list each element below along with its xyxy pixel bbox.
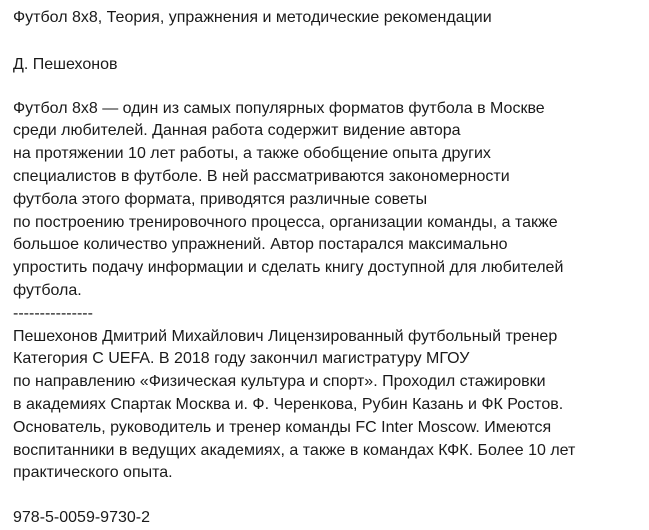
- book-description: [13, 98, 645, 303]
- description-line: на протяжении 10 лет работы, а также обобщение опыта других: [13, 145, 491, 163]
- bio-line: воспитанники в ведущих академиях, а также в командах КФК. Более 10 лет: [13, 441, 576, 459]
- isbn: 978-5-0059-9730-2: [13, 509, 150, 527]
- bio-line: по направлению «Физическая культура и спорт». Проходил стажировки: [13, 373, 546, 391]
- bio-line: в академиях Спартак Москва и. Ф. Черенкова, Рубин Казань и ФК Ростов.: [13, 395, 564, 413]
- author-bio: [13, 326, 645, 486]
- document-body: [13, 0, 645, 530]
- description-line: большое количество упражнений. Автор постарался максимально: [13, 236, 508, 254]
- description-line: специалистов в футболе. В ней рассматриваются закономерности: [13, 167, 510, 185]
- bio-line: практического опыта.: [13, 464, 173, 482]
- book-title: Футбол 8х8, Теория, упражнения и методические рекомендации: [13, 9, 492, 26]
- bio-line: Категория C UEFA. В 2018 году закончил магистратуру МГОУ: [13, 350, 470, 368]
- section-separator: ---------------: [13, 304, 93, 322]
- book-author: Д. Пешехонов: [13, 55, 118, 73]
- description-line: футбола этого формата, приводятся различные советы: [13, 190, 428, 208]
- bio-line: Основатель, руководитель и тренер команды FC Inter Moscow. Имеются: [13, 418, 552, 436]
- description-line: по построению тренировочного процесса, организации команды, а также: [13, 213, 558, 231]
- description-line: Футбол 8х8 — один из самых популярных форматов футбола в Москве: [13, 99, 545, 117]
- description-line: упростить подачу информации и сделать книгу доступной для любителей: [13, 259, 564, 277]
- bio-line: Пешехонов Дмитрий Михайлович Лицензированный футбольный тренер: [13, 327, 558, 345]
- description-line: среди любителей. Данная работа содержит видение автора: [13, 122, 461, 140]
- description-line: футбола.: [13, 281, 82, 299]
